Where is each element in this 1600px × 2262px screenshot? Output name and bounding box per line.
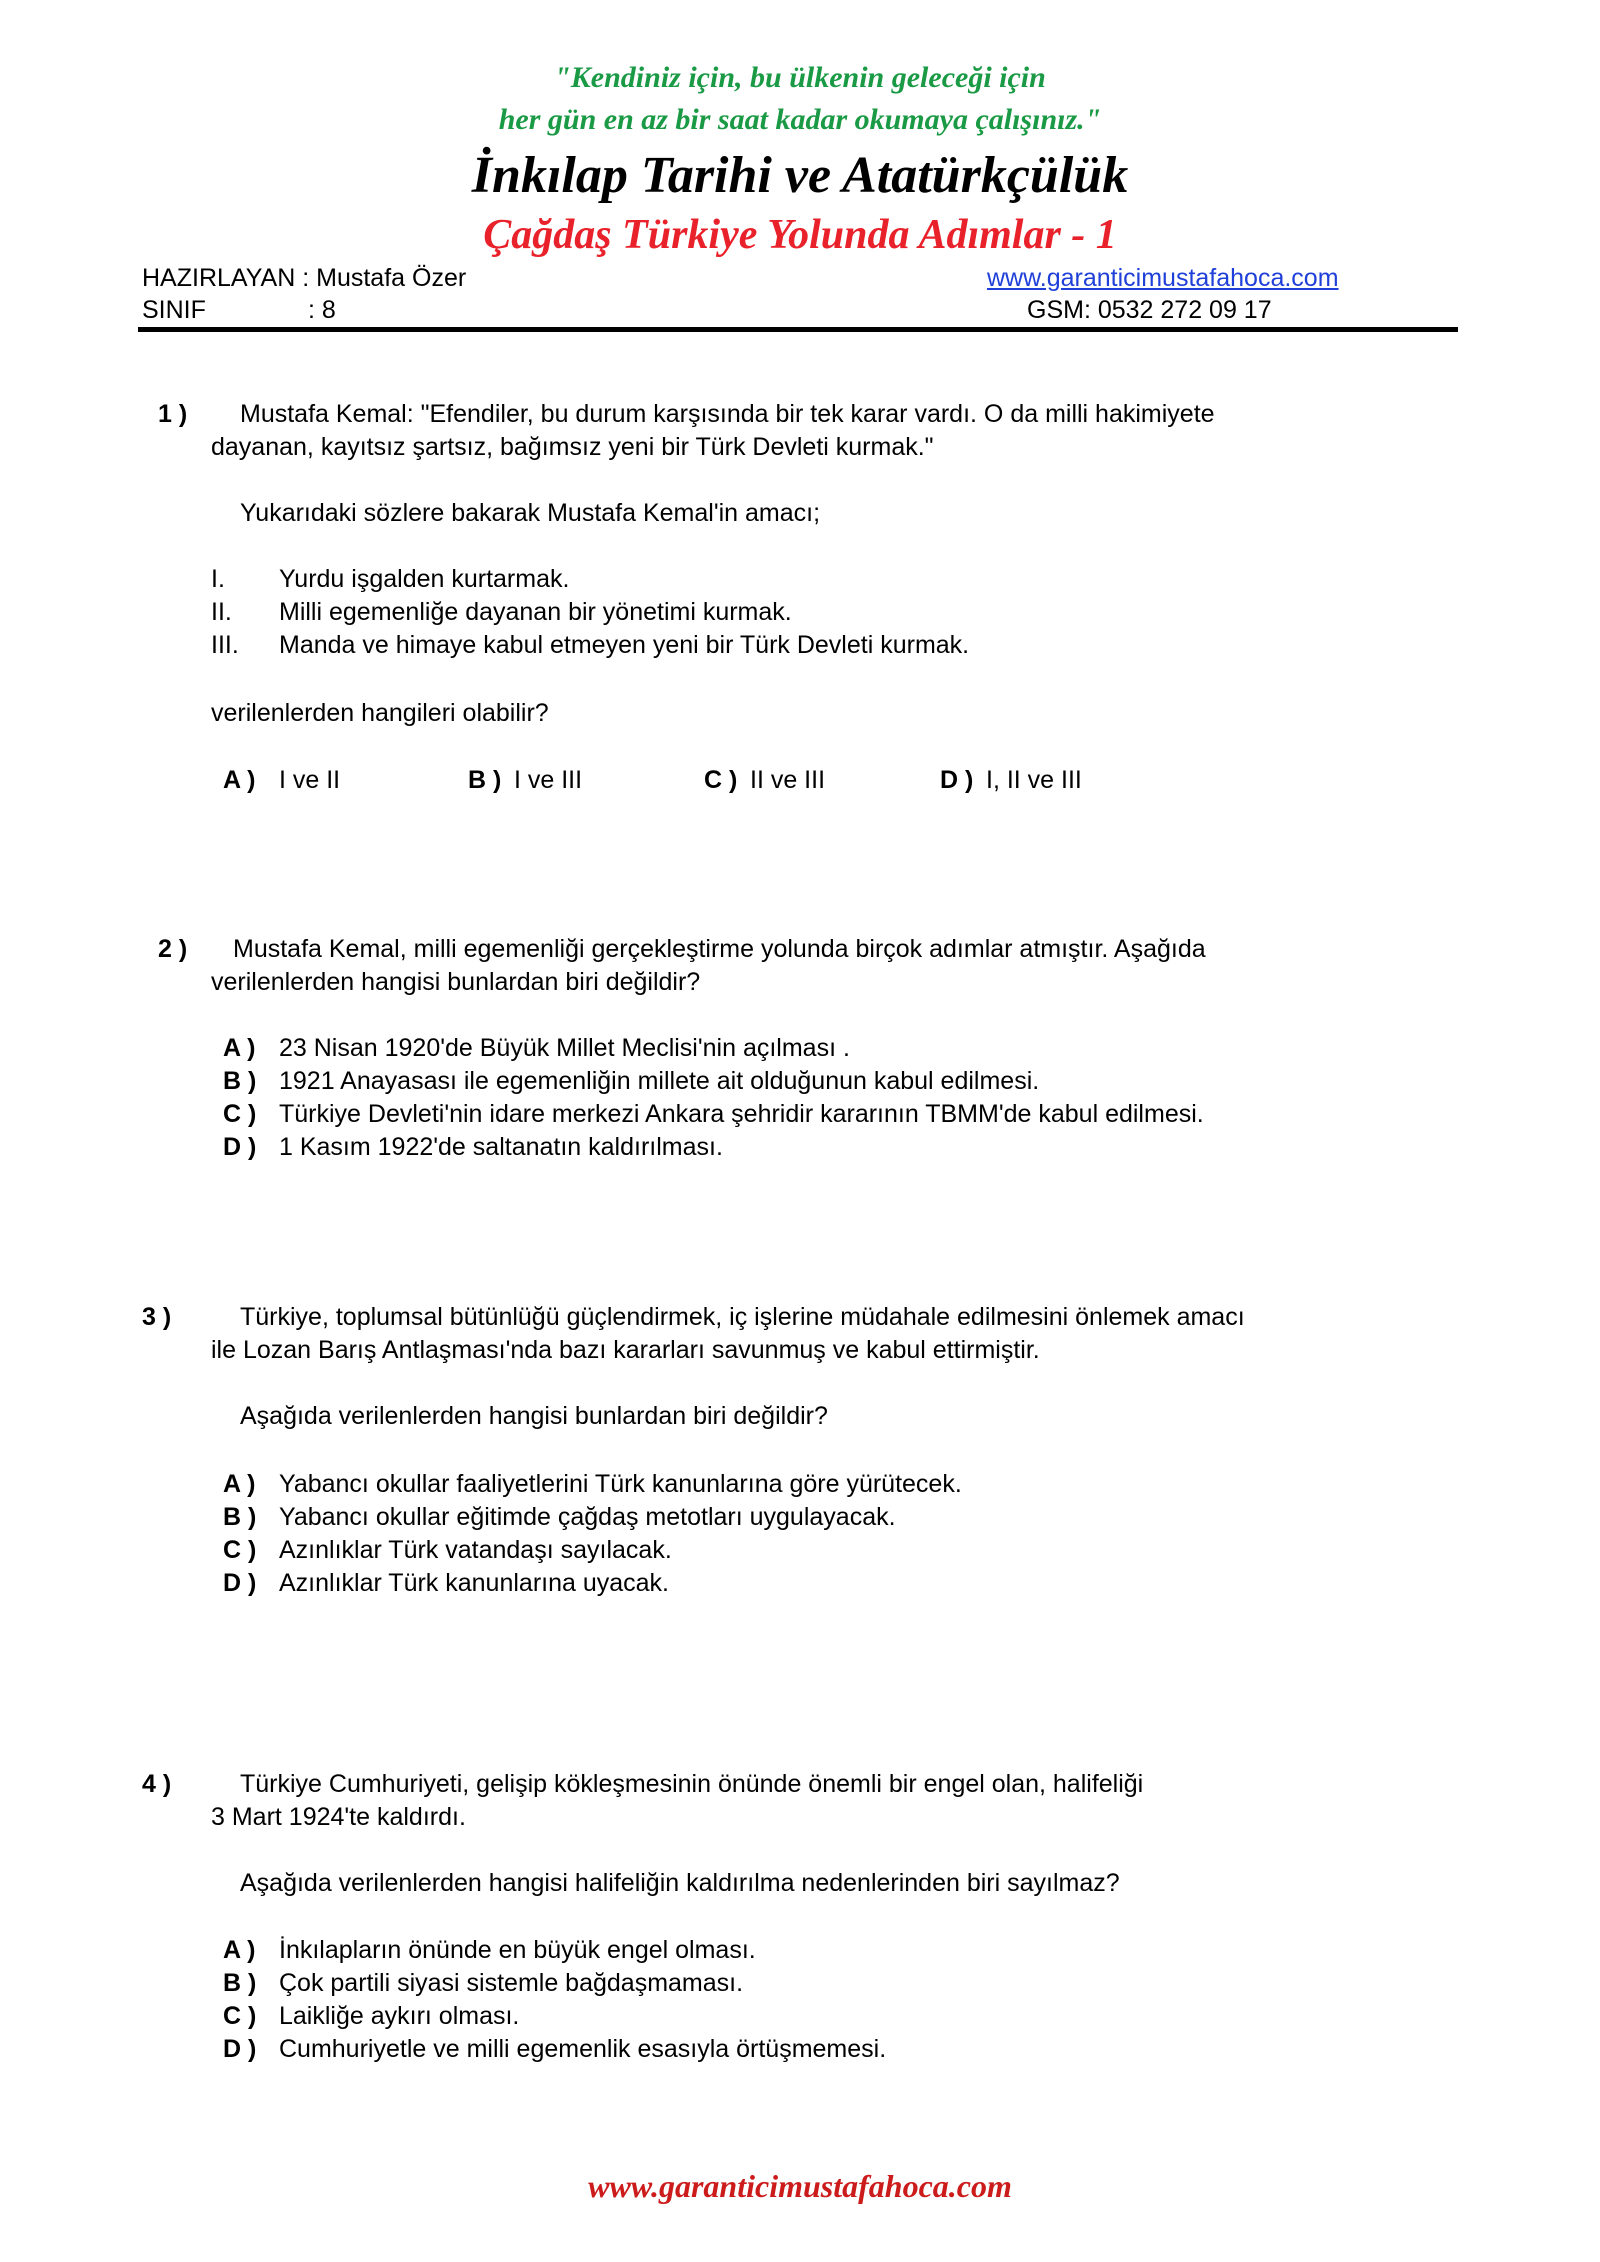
option-letter-a: A ) <box>223 1936 256 1964</box>
option-b[interactable]: Çok partili siyasi sistemle bağdaşmaması. <box>279 1969 744 1997</box>
statement-numeral: III. <box>211 631 239 659</box>
class-label: SINIF <box>142 296 206 324</box>
header-divider <box>138 327 1458 332</box>
question-stem-line-2: dayanan, kayıtsız şartsız, bağımsız yeni bir Türk Devleti kurmak." <box>211 433 934 461</box>
motto-line-1: "Kendiniz için, bu ülkenin geleceği için <box>554 61 1046 94</box>
question-stem-line-1: Mustafa Kemal: "Efendiler, bu durum karşısında bir tek karar vardı. O da milli hakimiyete <box>240 400 1215 428</box>
option-letter-d: D ) <box>940 766 974 794</box>
page-subtitle: Çağdaş Türkiye Yolunda Adımlar - 1 <box>483 212 1117 258</box>
footer-website[interactable]: www.garanticimustafahoca.com <box>588 2168 1012 2204</box>
option-c[interactable]: Laikliğe aykırı olması. <box>279 2002 520 2030</box>
option-letter-b: B ) <box>223 1969 257 1997</box>
page-title: İnkılap Tarihi ve Atatürkçülük <box>471 147 1129 204</box>
question-stem-line-2: 3 Mart 1924'te kaldırdı. <box>211 1803 466 1831</box>
option-a[interactable]: İnkılapların önünde en büyük engel olması. <box>279 1936 756 1964</box>
question-stem-line-2: ile Lozan Barış Antlaşması'nda bazı kararları savunmuş ve kabul ettirmiştir. <box>211 1336 1040 1364</box>
question-stem-line-1: Türkiye, toplumsal bütünlüğü güçlendirmek, iç işlerine müdahale edilmesini önlemek amacı <box>240 1303 1245 1331</box>
gsm-number: GSM: 0532 272 09 17 <box>1027 296 1272 324</box>
option-letter-a: A ) <box>223 1034 256 1062</box>
question-closing: verilenlerden hangileri olabilir? <box>211 699 549 727</box>
question-prompt: Yukarıdaki sözlere bakarak Mustafa Kemal'in amacı; <box>240 499 821 527</box>
option-c[interactable]: II ve III <box>750 766 826 794</box>
option-a[interactable]: I ve II <box>279 766 341 794</box>
option-b[interactable]: 1921 Anayasası ile egemenliğin millete ait olduğunun kabul edilmesi. <box>279 1067 1040 1095</box>
statement-numeral: I. <box>211 565 225 593</box>
option-c[interactable]: Azınlıklar Türk vatandaşı sayılacak. <box>279 1536 672 1564</box>
prepared-by <box>142 263 466 293</box>
option-b[interactable]: Yabancı okullar eğitimde çağdaş metotları uygulayacak. <box>279 1503 896 1531</box>
option-d[interactable]: Cumhuriyetle ve milli egemenlik esasıyla örtüşmemesi. <box>279 2035 887 2063</box>
option-b[interactable]: I ve III <box>514 766 583 794</box>
option-d[interactable]: I, II ve III <box>986 766 1082 794</box>
question-number: 1 ) <box>158 400 188 428</box>
statement-text: Milli egemenliğe dayanan bir yönetimi kurmak. <box>279 598 792 626</box>
prepared-by-label: HAZIRLAYAN : <box>142 264 310 292</box>
option-letter-b: B ) <box>223 1503 257 1531</box>
option-a[interactable]: Yabancı okullar faaliyetlerini Türk kanunlarına göre yürütecek. <box>279 1470 962 1498</box>
question-prompt: Aşağıda verilenlerden hangisi halifeliğin kaldırılma nedenlerinden biri sayılmaz? <box>240 1869 1120 1897</box>
statement-text: Yurdu işgalden kurtarmak. <box>279 565 570 593</box>
option-d[interactable]: 1 Kasım 1922'de saltanatın kaldırılması. <box>279 1133 723 1161</box>
option-d[interactable]: Azınlıklar Türk kanunlarına uyacak. <box>279 1569 670 1597</box>
question-stem-line-2: verilenlerden hangisi bunlardan biri değildir? <box>211 968 701 996</box>
author-name: Mustafa Özer <box>316 264 467 292</box>
option-letter-c: C ) <box>223 1536 257 1564</box>
question-stem-line-1: Türkiye Cumhuriyeti, gelişip kökleşmesinin önünde önemli bir engel olan, halifeliği <box>240 1770 1144 1798</box>
question-stem-line-1: Mustafa Kemal, milli egemenliği gerçekleştirme yolunda birçok adımlar atmıştır. Aşağıda <box>233 935 1206 963</box>
motto-line-2: her gün en az bir saat kadar okumaya çalışınız." <box>498 103 1102 136</box>
option-letter-d: D ) <box>223 1569 257 1597</box>
option-letter-d: D ) <box>223 1133 257 1161</box>
question-number: 3 ) <box>142 1303 172 1331</box>
option-letter-b: B ) <box>468 766 502 794</box>
question-number: 2 ) <box>158 935 188 963</box>
statement-text: Manda ve himaye kabul etmeyen yeni bir Türk Devleti kurmak. <box>279 631 970 659</box>
option-letter-a: A ) <box>223 1470 256 1498</box>
question-number: 4 ) <box>142 1770 172 1798</box>
option-letter-d: D ) <box>223 2035 257 2063</box>
option-a[interactable]: 23 Nisan 1920'de Büyük Millet Meclisi'nin açılması . <box>279 1034 850 1062</box>
option-letter-c: C ) <box>223 1100 257 1128</box>
option-letter-c: C ) <box>223 2002 257 2030</box>
option-letter-b: B ) <box>223 1067 257 1095</box>
option-letter-c: C ) <box>704 766 738 794</box>
statement-numeral: II. <box>211 598 232 626</box>
question-prompt: Aşağıda verilenlerden hangisi bunlardan biri değildir? <box>240 1402 828 1430</box>
option-c[interactable]: Türkiye Devleti'nin idare merkezi Ankara şehridir kararının TBMM'de kabul edilmesi. <box>279 1100 1204 1128</box>
option-letter-a: A ) <box>223 766 256 794</box>
header-website-link[interactable]: www.garanticimustafahoca.com <box>987 264 1339 292</box>
class-value: : 8 <box>308 296 336 324</box>
